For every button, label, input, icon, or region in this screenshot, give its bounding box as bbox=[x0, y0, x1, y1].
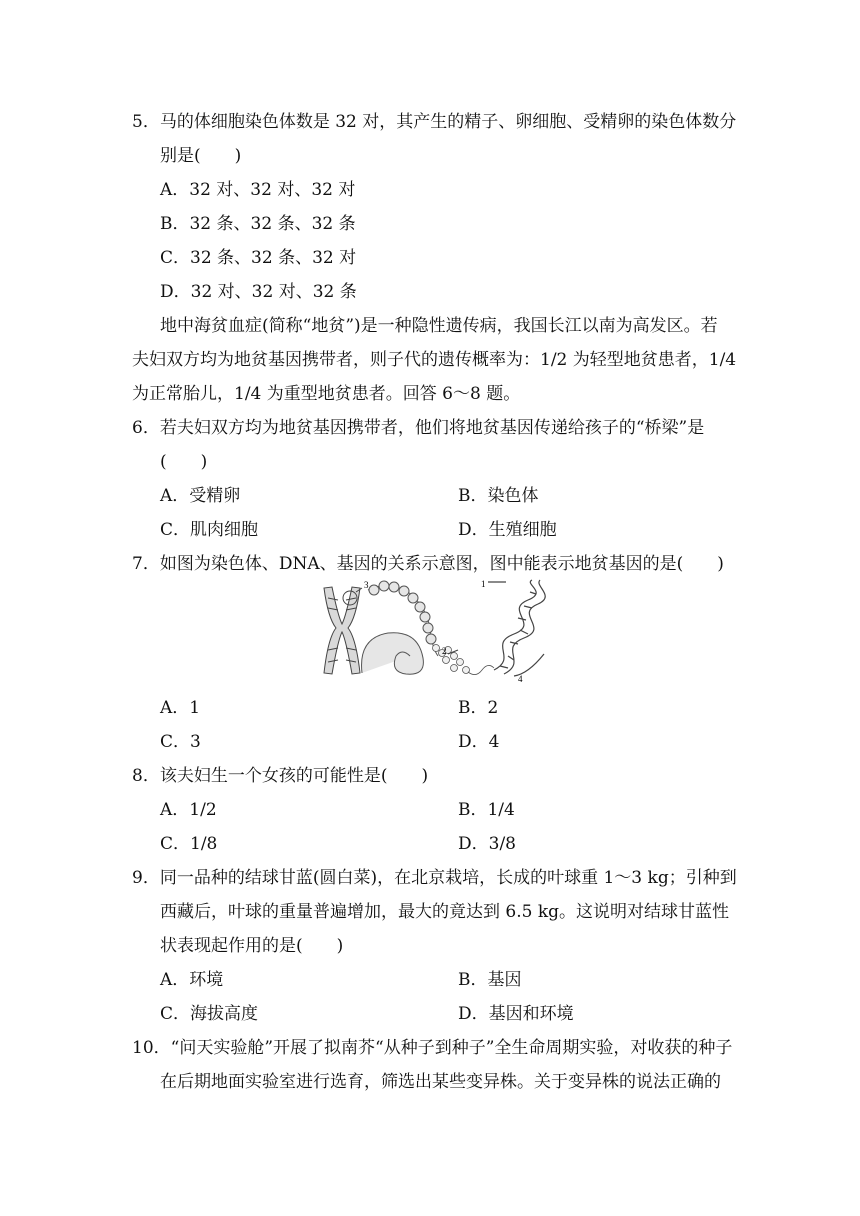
question-9-option-b: B．基因 bbox=[458, 970, 522, 990]
coiled-fiber-illustration bbox=[362, 581, 438, 674]
figure-label-1: 1 bbox=[481, 579, 486, 589]
question-8-stem: 8．该夫妇生一个女孩的可能性是( ) bbox=[132, 766, 429, 786]
question-6-option-d: D．生殖细胞 bbox=[458, 520, 557, 540]
question-5-option-b: B．32 条、32 条、32 条 bbox=[160, 214, 356, 234]
chromosome-illustration bbox=[324, 587, 362, 674]
passage-line-1: 地中海贫血症(简称“地贫”)是一种隐性遗传病，我国长江以南为高发区。若 bbox=[160, 316, 718, 336]
figure-label-2: 2 bbox=[442, 646, 447, 656]
question-6-option-c: C．肌肉细胞 bbox=[160, 520, 259, 540]
question-7-option-d: D．4 bbox=[458, 732, 500, 752]
question-7-option-c: C．3 bbox=[160, 732, 201, 752]
question-9-stem-line-3: 状表现起作用的是( ) bbox=[160, 936, 344, 956]
question-10-stem-line-1: 10．“问天实验舱”开展了拟南芥“从种子到种子”全生命周期实验，对收获的种子 bbox=[132, 1038, 733, 1058]
figure-label-4: 4 bbox=[518, 674, 523, 684]
question-5-option-a: A．32 对、32 对、32 对 bbox=[160, 180, 356, 200]
question-6-stem-line-2: ( ) bbox=[160, 452, 208, 472]
question-8-option-d: D．3/8 bbox=[458, 834, 516, 854]
question-5-stem-line-1: 5．马的体细胞染色体数是 32 对，其产生的精子、卵细胞、受精卵的染色体数分 bbox=[132, 112, 737, 132]
question-6-stem-line-1: 6．若夫妇双方均为地贫基因携带者，他们将地贫基因传递给孩子的“桥梁”是 bbox=[132, 418, 705, 438]
figure-label-3: 3 bbox=[364, 580, 369, 590]
question-9-option-c: C．海拔高度 bbox=[160, 1004, 259, 1024]
passage-line-3: 为正常胎儿，1/4 为重型地贫患者。回答 6～8 题。 bbox=[132, 384, 521, 404]
question-7-option-a: A．1 bbox=[160, 698, 201, 718]
chromosome-dna-gene-diagram bbox=[318, 578, 550, 684]
question-5-stem-line-2: 别是( ) bbox=[160, 146, 242, 166]
question-8-option-b: B．1/4 bbox=[458, 800, 515, 820]
question-5-option-d: D．32 对、32 对、32 条 bbox=[160, 282, 357, 302]
question-6-option-a: A．受精卵 bbox=[160, 486, 241, 506]
question-6-option-b: B．染色体 bbox=[458, 486, 539, 506]
question-9-stem-line-2: 西藏后，叶球的重量普遍增加，最大的竟达到 6.5 kg。这说明对结球甘蓝性 bbox=[160, 902, 730, 922]
question-8-option-a: A．1/2 bbox=[160, 800, 217, 820]
question-9-option-a: A．环境 bbox=[160, 970, 224, 990]
question-9-option-d: D．基因和环境 bbox=[458, 1004, 574, 1024]
question-8-option-c: C．1/8 bbox=[160, 834, 218, 854]
question-7-stem: 7．如图为染色体、DNA、基因的关系示意图，图中能表示地贫基因的是( ) bbox=[132, 554, 724, 574]
question-5-option-c: C．32 条、32 条、32 对 bbox=[160, 248, 357, 268]
question-9-stem-line-1: 9．同一品种的结球甘蓝(圆白菜)，在北京栽培，长成的叶球重 1～3 kg；引种到 bbox=[132, 868, 737, 888]
question-7-option-b: B．2 bbox=[458, 698, 499, 718]
passage-line-2: 夫妇双方均为地贫基因携带者，则子代的遗传概率为：1/2 为轻型地贫患者，1/4 bbox=[132, 350, 737, 370]
question-10-stem-line-2: 在后期地面实验室进行选育，筛选出某些变异株。关于变异株的说法正确的 bbox=[160, 1072, 721, 1092]
